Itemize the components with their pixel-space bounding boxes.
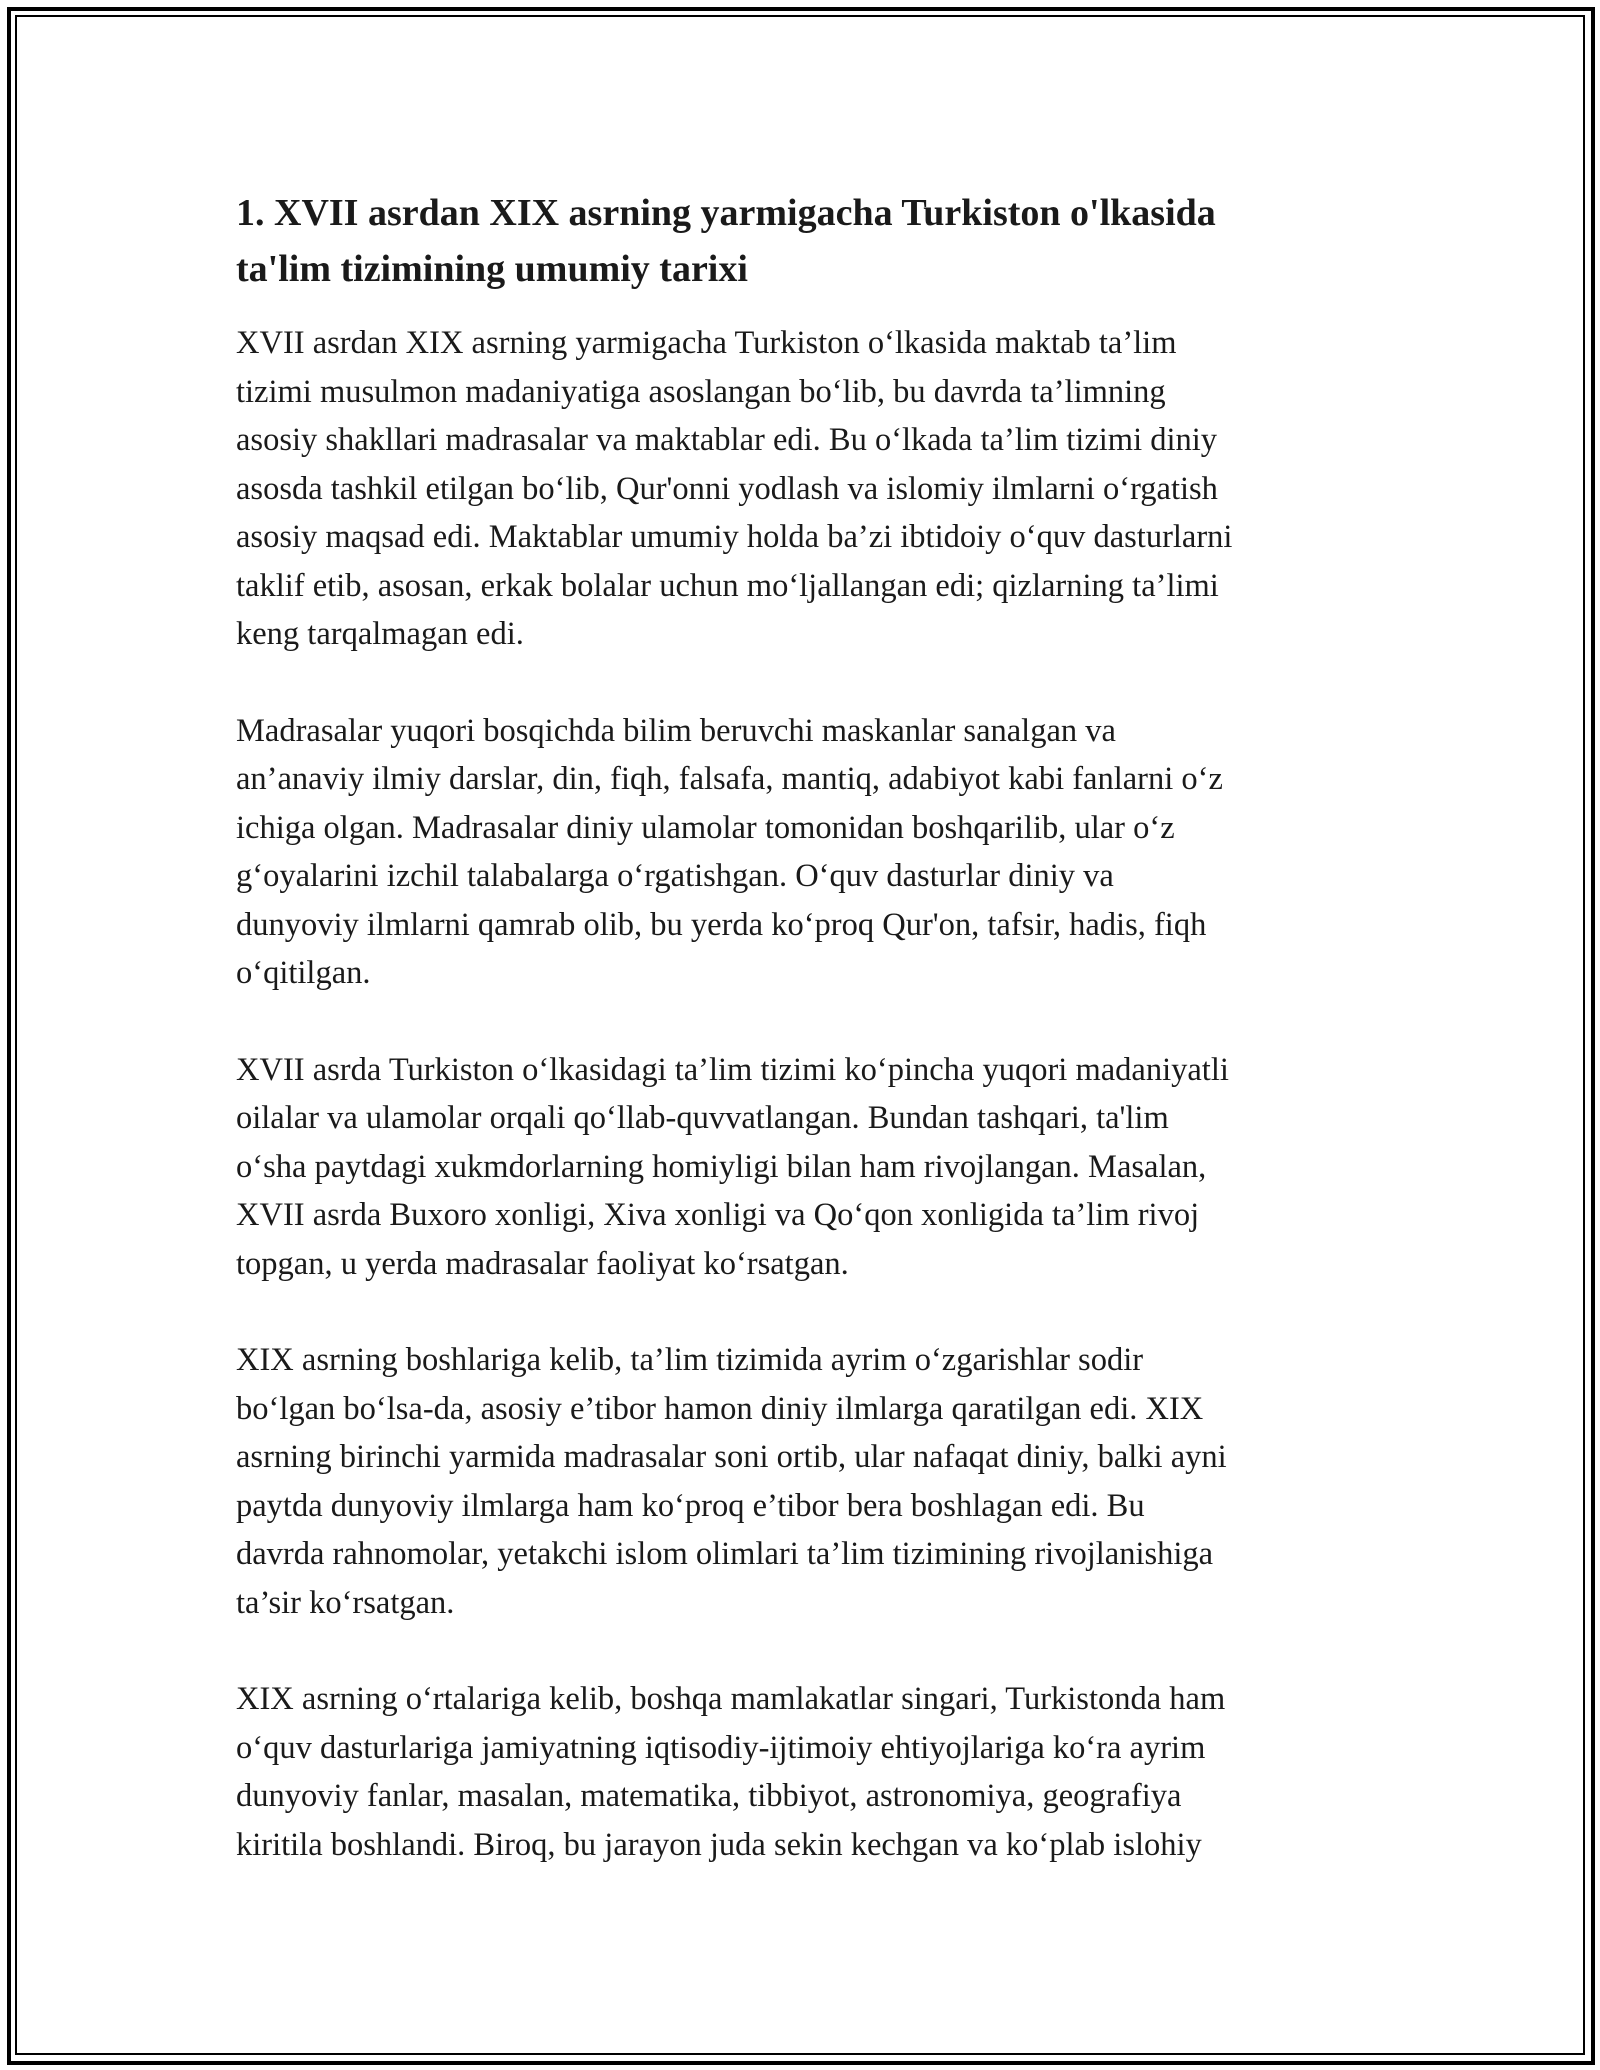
text-line: o‘qitilgan. (236, 955, 371, 991)
text-line: XVII asrda Buxoro xonligi, Xiva xonligi va Qo‘qon xonligida ta’lim rivoj (236, 1197, 1200, 1233)
text-line: ichiga olgan. Madrasalar diniy ulamolar tomonidan boshqarilib, ular o‘z (236, 809, 1175, 846)
text-line: bo‘lgan bo‘lsa-da, asosiy e’tibor hamon diniy ilmlarga qaratilgan edi. XIX (236, 1390, 1204, 1427)
section-heading (236, 185, 1372, 297)
text-line: kiritila boshlandi. Biroq, bu jarayon juda sekin kechgan va ko‘plab islohiy (236, 1826, 1202, 1863)
text-line: o‘quv dasturlariga jamiyatning iqtisodiy-ijtimoiy ehtiyojlariga ko‘ra ayrim (236, 1729, 1206, 1766)
text-line: taklif etib, asosan, erkak bolalar uchun mo‘ljallangan edi; qizlarning ta’limi (236, 567, 1219, 604)
text-line: topgan, u yerda madrasalar faoliyat ko‘rsatgan. (236, 1245, 849, 1282)
text-line: asosda tashkil etilgan bo‘lib, Qur'onni yodlash va islomiy ilmlarni o‘rgatish (236, 470, 1218, 507)
text-line: tizimi musulmon madaniyatiga asoslangan bo‘lib, bu davrda ta’limning (236, 373, 1166, 410)
text-line: asosiy maqsad edi. Maktablar umumiy holda ba’zi ibtidoiy o‘quv dasturlarni (236, 519, 1233, 555)
document-body (236, 185, 1372, 1917)
text-line: oilalar va ulamolar orqali qo‘llab-quvvatlangan. Bundan tashqari, ta'lim (236, 1100, 1169, 1136)
text-line: o‘sha paytdagi xukmdorlarning homiyligi bilan ham rivojlangan. Masalan, (236, 1148, 1207, 1185)
text-line: Madrasalar yuqori bosqichda bilim beruvchi maskanlar sanalgan va (236, 712, 1116, 749)
text-line: XIX asrning o‘rtalariga kelib, boshqa mamlakatlar singari, Turkistonda ham (236, 1681, 1226, 1717)
text-line: ta’sir ko‘rsatgan. (236, 1584, 455, 1621)
text-line: davrda rahnomolar, yetakchi islom olimlari ta’lim tizimining rivojlanishiga (236, 1536, 1214, 1572)
heading-line: 1. XVII asrdan XIX asrning yarmigacha Turkiston o'lkasida (236, 192, 1216, 234)
paragraph-5 (236, 1675, 1372, 1869)
text-line: XVII asrda Turkiston o‘lkasidagi ta’lim tizimi ko‘pincha yuqori madaniyatli (236, 1051, 1229, 1088)
text-line: dunyoviy fanlar, masalan, matematika, tibbiyot, astronomiya, geografiya (236, 1778, 1182, 1814)
text-line: keng tarqalmagan edi. (236, 616, 524, 652)
text-line: dunyoviy ilmlarni qamrab olib, bu yerda ko‘proq Qur'on, tafsir, hadis, fiqh (236, 906, 1207, 943)
text-line: paytda dunyoviy ilmlarga ham ko‘proq e’tibor bera boshlagan edi. Bu (236, 1487, 1145, 1524)
text-line: g‘oyalarini izchil talabalarga o‘rgatishgan. O‘quv dasturlar diniy va (236, 858, 1114, 894)
text-line: XIX asrning boshlariga kelib, ta’lim tizimida ayrim o‘zgarishlar sodir (236, 1342, 1144, 1378)
text-line: asrning birinchi yarmida madrasalar soni ortib, ular nafaqat diniy, balki ayni (236, 1439, 1227, 1475)
heading-line: ta'lim tizimining umumiy tarixi (236, 248, 748, 290)
text-line: asosiy shakllari madrasalar va maktablar edi. Bu o‘lkada ta’lim tizimi diniy (236, 422, 1218, 458)
paragraph-2 (236, 707, 1372, 998)
paragraph-3 (236, 1046, 1372, 1289)
text-line: XVII asrdan XIX asrning yarmigacha Turkiston o‘lkasida maktab ta’lim (236, 325, 1177, 361)
paragraph-1 (236, 319, 1372, 659)
paragraph-4 (236, 1336, 1372, 1627)
text-line: an’anaviy ilmiy darslar, din, fiqh, falsafa, mantiq, adabiyot kabi fanlarni o‘z (236, 761, 1223, 797)
